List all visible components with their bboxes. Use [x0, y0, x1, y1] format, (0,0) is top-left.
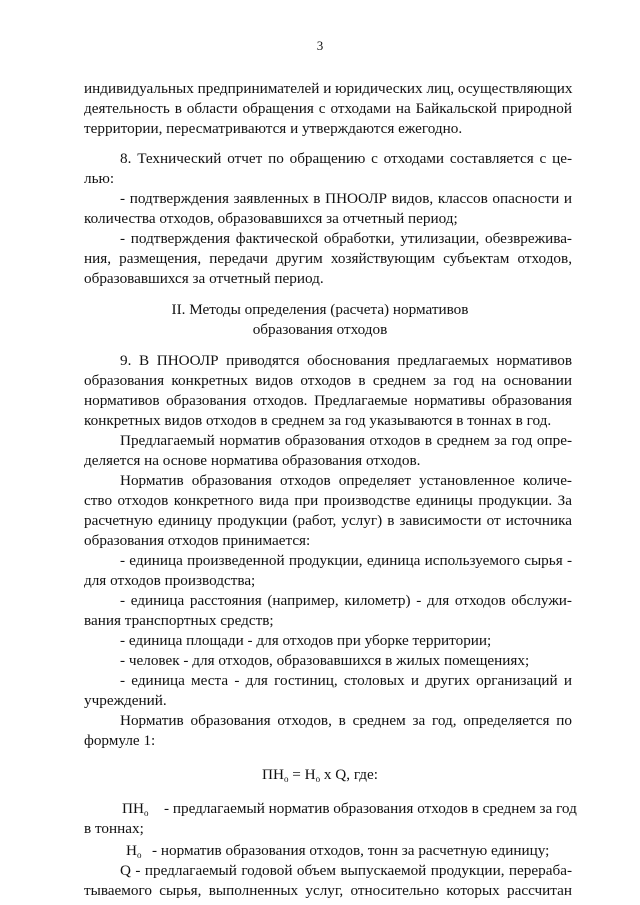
text-line: конкретных видов отходов в среднем за год указываются в тоннах в год.	[84, 412, 552, 429]
definition-symbol-text: ПН	[122, 800, 144, 817]
text-line: формуле 1:	[84, 732, 156, 749]
text-line: - единица произведенной продукции, единица используемого сырья -	[120, 552, 572, 569]
definition-symbol	[126, 842, 141, 860]
formula-eq: = Н	[288, 766, 316, 783]
text-line: учреждений.	[84, 692, 167, 709]
text-line: тываемого сырья, выполненных услуг, относительно которых рассчитан	[84, 882, 572, 899]
formula-pn-sub: о	[283, 774, 289, 784]
text-line: территории, пересматриваются и утверждаются ежегодно.	[84, 120, 463, 137]
text-line: деляется на основе норматива образования отходов.	[84, 452, 421, 469]
text-line: образования конкретных видов отходов в среднем за год на основании	[84, 372, 572, 389]
definition-symbol	[122, 800, 148, 818]
definition-symbol-sub: о	[143, 808, 149, 818]
text-line: деятельность в области обращения с отходами на Байкальской природной	[84, 100, 572, 117]
text-line: нормативов образования отходов. Предлагаемые нормативы образования	[84, 392, 572, 409]
text-line: в тоннах;	[84, 820, 144, 837]
text-line: Предлагаемый норматив образования отходов в среднем за год опре-	[120, 432, 572, 449]
definition-symbol-sub: о	[136, 850, 142, 860]
text-line: ство отходов конкретного вида при производстве единицы продукции. За	[84, 492, 572, 509]
text-line: лью:	[84, 170, 115, 187]
formula-h-sub: о	[315, 774, 321, 784]
text-line: для отходов производства;	[84, 572, 256, 589]
section-heading: образования отходов	[252, 321, 388, 338]
definition-symbol-text: Н	[126, 842, 137, 859]
text-line: - единица расстояния (например, километр) - для отходов обслужи-	[120, 592, 572, 609]
text-line: количества отходов, образовавшихся за отчетный период;	[84, 210, 458, 227]
text-line: Норматив образования отходов, в среднем за год, определяется по	[120, 712, 572, 729]
formula	[0, 766, 640, 784]
formula-rhs: х Q, где:	[320, 766, 378, 783]
text-line: расчетную единицу продукции (работ, услуг) в зависимости от источника	[84, 512, 572, 529]
text-line: - подтверждения заявленных в ПНООЛР видов, классов опасности и	[120, 190, 572, 207]
text-line: - норматив образования отходов, тонн за расчетную единицу;	[152, 842, 550, 859]
text-line: образования отходов принимается:	[84, 532, 311, 549]
text-line: 8. Технический отчет по обращению с отходами составляется с це-	[120, 150, 572, 167]
text-line: - предлагаемый норматив образования отходов в среднем за год	[164, 800, 577, 817]
text-line: 9. В ПНООЛР приводятся обоснования предлагаемых нормативов	[120, 352, 572, 369]
text-line: вания транспортных средств;	[84, 612, 274, 629]
section-heading: II. Методы определения (расчета) нормативов	[171, 301, 469, 318]
page-number: 3	[316, 38, 324, 53]
text-line: - единица места - для гостиниц, столовых и других организаций и	[120, 672, 572, 689]
text-line: Норматив образования отходов определяет установленное количе-	[120, 472, 572, 489]
formula-pn: ПН	[262, 766, 284, 783]
text-line: Q - предлагаемый годовой объем выпускаемой продукции, перераба-	[120, 862, 572, 879]
text-line: ния, размещения, передачи другим хозяйствующим субъектам отходов,	[84, 250, 572, 267]
text-line: - человек - для отходов, образовавшихся в жилых помещениях;	[120, 652, 530, 669]
text-line: образовавшихся за отчетный период.	[84, 270, 324, 287]
text-line: - единица площади - для отходов при уборке территории;	[120, 632, 492, 649]
text-line: - подтверждения фактической обработки, утилизации, обезврежива-	[120, 230, 572, 247]
text-line: индивидуальных предпринимателей и юридических лиц, осуществляющих	[84, 80, 573, 97]
